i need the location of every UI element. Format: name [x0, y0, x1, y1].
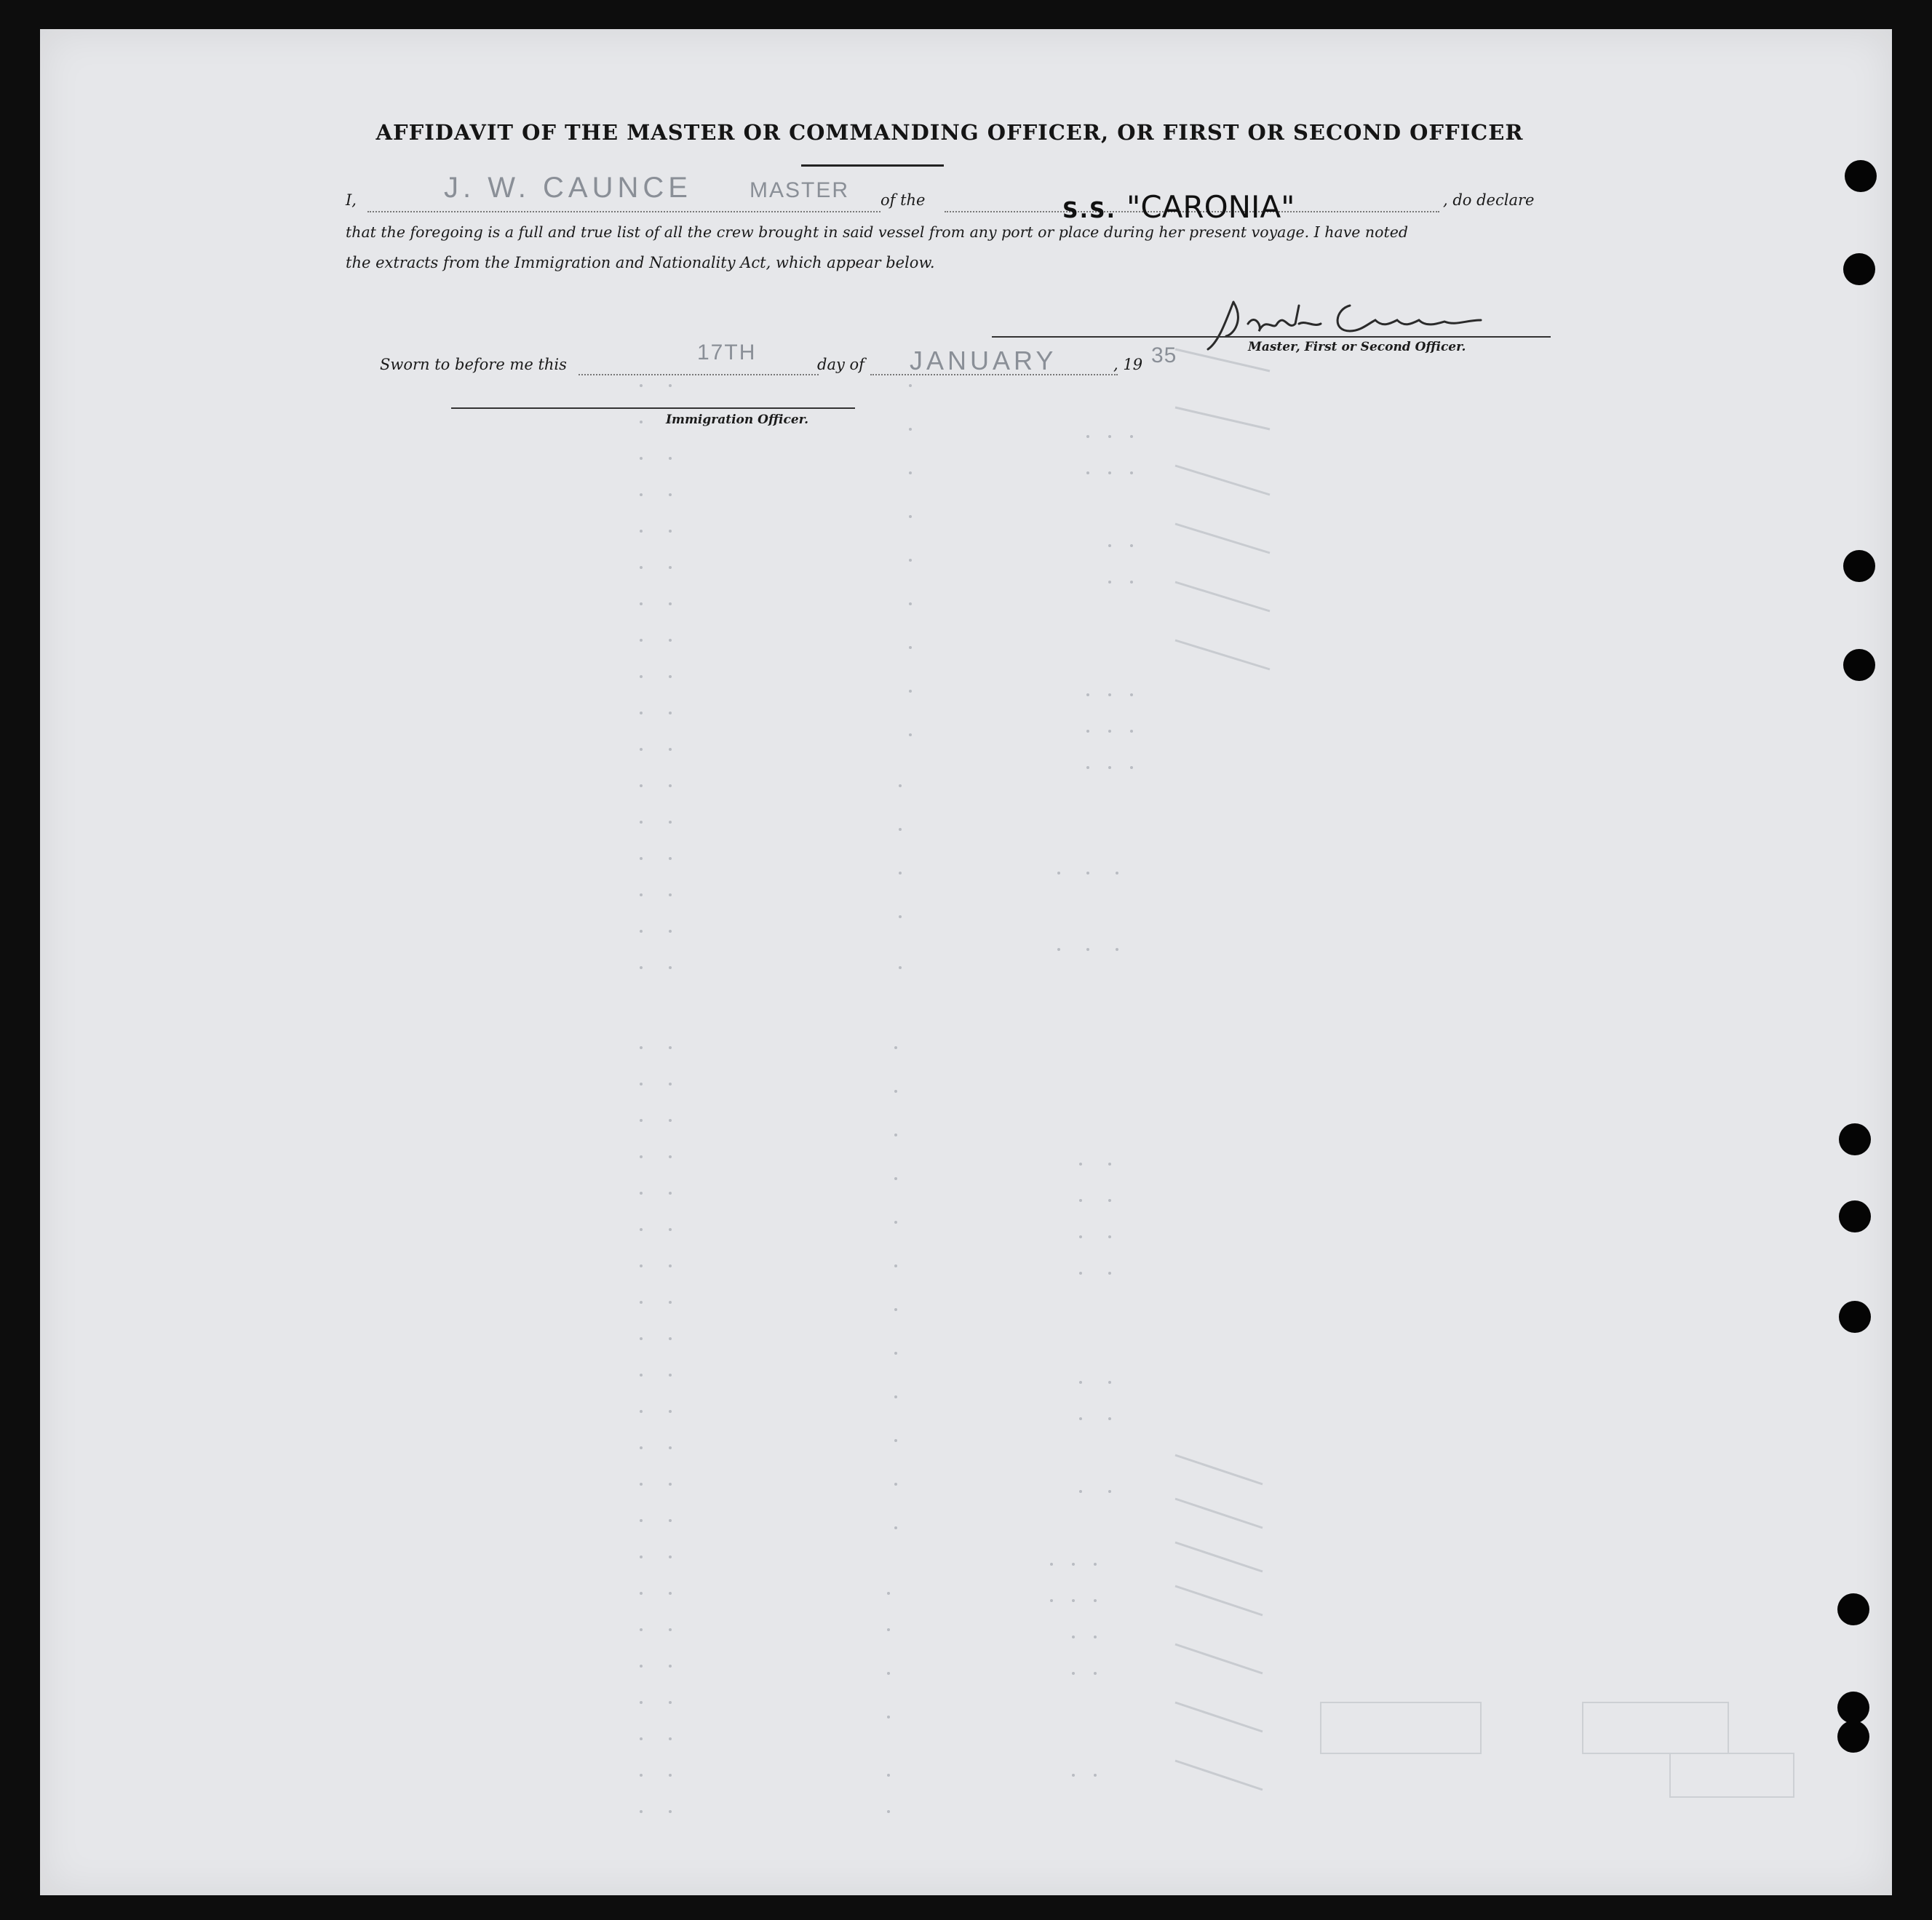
ship-prefix: S.S.	[1062, 198, 1117, 223]
punch-hole	[1845, 160, 1877, 192]
punch-hole	[1843, 550, 1875, 582]
ship-name-text: "CARONIA"	[1126, 189, 1295, 225]
name-rank-blank	[367, 211, 880, 212]
dot-column-4	[1050, 435, 1133, 1777]
dot-column-1	[640, 384, 643, 1813]
affidavit-title: AFFIDAVIT OF THE MASTER OR COMMANDING OFFICER, OR FIRST OR SECOND OFFICER	[375, 120, 1524, 145]
punch-hole	[1839, 1301, 1871, 1333]
of-the-label: of the	[880, 191, 926, 209]
declaration-line-3: the extracts from the Immigration and Nationality Act, which appear below.	[346, 254, 935, 271]
do-declare-label: , do declare	[1443, 191, 1535, 209]
signature-line	[992, 336, 1551, 338]
year-prefix: , 19	[1113, 356, 1143, 373]
ship-name	[1062, 189, 1295, 225]
punch-hole	[1837, 1721, 1869, 1753]
handwritten-year: 35	[1151, 343, 1177, 367]
day-blank	[579, 374, 819, 375]
bleed-through-marks	[40, 29, 1892, 1895]
declaration-prefix: I,	[346, 191, 357, 209]
punch-hole	[1837, 1593, 1869, 1625]
sworn-prefix: Sworn to before me this	[380, 356, 567, 373]
immigration-officer-caption: Immigration Officer.	[666, 413, 808, 427]
signature-caption: Master, First or Second Officer.	[1248, 340, 1466, 354]
document-sheet	[40, 29, 1892, 1895]
handwritten-rank: MASTER	[750, 178, 850, 202]
faint-strokes	[1175, 349, 1270, 1790]
punch-hole	[1843, 253, 1875, 285]
punch-hole	[1837, 1692, 1869, 1724]
punch-hole	[1843, 649, 1875, 681]
punch-hole	[1839, 1200, 1871, 1232]
declaration-line-2: that the foregoing is a full and true list of all the crew brought in said vessel from any port or place during her present voyage. I have noted	[346, 223, 1408, 241]
handwritten-name: J. W. CAUNCE	[444, 172, 692, 204]
faint-stamps	[1321, 1702, 1794, 1797]
dot-column-2	[669, 384, 672, 1813]
immigration-officer-line	[451, 407, 855, 409]
title-underline	[801, 164, 944, 167]
handwritten-month: JANUARY	[910, 346, 1057, 375]
punch-hole	[1839, 1123, 1871, 1155]
dot-column-3	[887, 384, 912, 1813]
day-of-label: day of	[817, 356, 864, 373]
handwritten-day: 17TH	[697, 340, 757, 365]
